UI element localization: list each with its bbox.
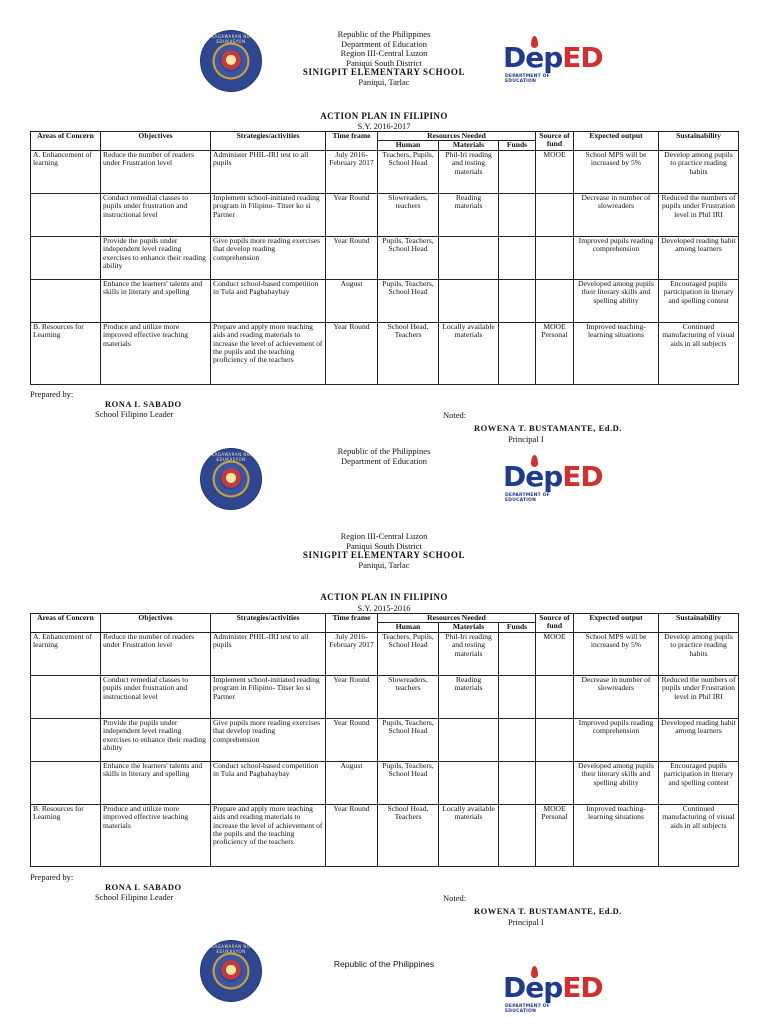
header-expected: Expected output (574, 132, 659, 151)
table-cell: Teachers, Pupils, School Head (378, 150, 439, 193)
prepared-role: School Filipino Leader (95, 409, 174, 419)
table-cell (31, 236, 101, 279)
table-cell: Provide the pupils under independent level reading exercises to enhance their reading ability (101, 236, 211, 279)
deped-logo: DepED DEPARTMENT OF EDUCATION (503, 36, 581, 82)
table-cell: MOOE (536, 150, 574, 193)
table-cell (536, 761, 574, 804)
deped-seal-logo: KAGAWARAN NG EDUKASYON (200, 30, 262, 92)
table-cell: Conduct remedial classes to pupils under frustration and instructional level (101, 193, 211, 236)
table-cell (499, 236, 536, 279)
table-cell: Reduced the numbers of pupils under Frustration level in Phil IRI (659, 675, 739, 718)
deped-seal-logo: KAGAWARAN NG EDUKASYON (200, 448, 262, 510)
table-cell: Locally available materials (439, 804, 499, 866)
noted-name: ROWENA T. BUSTAMANTE, Ed.D. (474, 423, 622, 433)
table-row (31, 279, 739, 322)
table-cell: B. Resources for Learning (31, 804, 101, 866)
table-cell: Year Round (326, 193, 378, 236)
table-cell (499, 322, 536, 384)
table-cell: July 2016- February 2017 (326, 150, 378, 193)
table-cell: Encouraged pupils participation in literary and spelling contest (659, 761, 739, 804)
table-cell: Reduced the numbers of pupils under Frustration level in Phil IRI (659, 193, 739, 236)
table-row (31, 804, 739, 866)
table-cell: Implement school-initiated reading program in Filipino- Titser ko si Partner (211, 675, 326, 718)
table-cell: Conduct remedial classes to pupils under frustration and instructional level (101, 675, 211, 718)
table-cell: August (326, 279, 378, 322)
noted-role: Principal I (508, 434, 544, 444)
table-row (31, 150, 739, 193)
table-cell (536, 193, 574, 236)
table-cell (499, 632, 536, 675)
table-cell: Slowreaders, teachers (378, 675, 439, 718)
table-cell: Administer PHIL-IRI test to all pupils (211, 632, 326, 675)
table-row (31, 632, 739, 675)
town-text: Paniqui, Tarlac (358, 76, 410, 87)
table-cell: Pupils, Teachers, School Head (378, 761, 439, 804)
header-sustainability: Sustainability (659, 132, 739, 151)
table-cell: Improved teaching-learning situations (574, 322, 659, 384)
department-text: Department of Education (341, 38, 427, 49)
table-cell (439, 718, 499, 761)
school-year: S.Y. 2015-2016 (357, 603, 411, 613)
table-cell: Continued manufacturing of visual aids in all subjects (659, 804, 739, 866)
table-cell (31, 718, 101, 761)
header-resources: Resources Needed (378, 132, 536, 141)
action-plan-table: Areas of Concern Objectives Strategies/activities Time frame Resources Needed Source of fund Expected output Sustainability Human Materials Funds A. Enhancement of learning Reduce the number of readers under Frustration level Administer PHIL-IRI test to all pupils July 2016- February 2017 Teachers, Pupils, School Head Phil-Iri reading and testing materials MOOE School MPS will be increased by 5% Develop among pupils to practice reading habits Conduct remedial classes to pupils under frustration and instructional level Implement school-initiated reading program in Filipino- Titser ko si Partner Year Round Slowreaders, teachers Reading materials Decrease in number of slowreaders Reduced the numbers of pupils under Frustration level in Phil IRI Provide the pupils under independent level reading exercises to enhance their reading ability Give pupils more reading exercises that develop reading comprehension Year Round Pupils, Teachers, School Head Improved pupils reading comprehension Developed reading habit among learners Enhance the learners' talents and skills in literary and spelling Conduct school-based competition in Tula and Pagbabaybay August Pupils, Teachers, School Head Developed among pupils their literary skills and spelling ability Encouraged pupils participation in literary and spelling contest B. Resources for Learning Produce and utilize more improved effective teaching materials Prepare and apply more teaching aids and reading materials to increase the level of achievement of the pupils and the teaching proficiency of the teachers Year Round School Head, Teachers Locally available materials MOOE Personal Improved teaching-learning situations Continued manufacturing of visual aids in all subjects (30, 613, 739, 867)
table-cell: School MPS will be increased by 5% (574, 150, 659, 193)
prepared-role: School Filipino Leader (95, 892, 174, 902)
table-cell (499, 804, 536, 866)
table-cell: Provide the pupils under independent level reading exercises to enhance their reading ability (101, 718, 211, 761)
table-cell: Encouraged pupils participation in literary and spelling contest (659, 279, 739, 322)
table-cell: July 2016- February 2017 (326, 632, 378, 675)
table-cell: Enhance the learners' talents and skills in literary and spelling (101, 279, 211, 322)
school-year: S.Y. 2016-2017 (357, 121, 411, 131)
noted-label: Noted: (443, 893, 467, 903)
table-cell (536, 675, 574, 718)
table-row (31, 675, 739, 718)
table-cell (31, 761, 101, 804)
region-text: Region III-Central Luzon (340, 48, 428, 59)
table-cell: Prepare and apply more teaching aids and reading materials to increase the level of achievement of the pupils and the teaching proficiency of the teachers (211, 322, 326, 384)
table-cell (31, 675, 101, 718)
prepared-by-label: Prepared by: (30, 389, 74, 399)
prepared-name: RONA I. SABADO (105, 882, 182, 892)
table-cell: Year Round (326, 804, 378, 866)
table-cell (439, 761, 499, 804)
noted-role: Principal I (508, 917, 544, 927)
table-cell (439, 236, 499, 279)
table-cell (499, 193, 536, 236)
plan-title: ACTION PLAN IN FILIPINO (320, 111, 448, 121)
noted-label: Noted: (443, 410, 467, 420)
table-cell: School MPS will be increased by 5% (574, 632, 659, 675)
table-cell: Decrease in number of slowreaders (574, 675, 659, 718)
district-text: Paniqui South District (346, 57, 422, 68)
table-cell: August (326, 761, 378, 804)
table-cell: Give pupils more reading exercises that develop reading comprehension (211, 236, 326, 279)
table-cell: Developed reading habit among learners (659, 236, 739, 279)
table-cell (499, 675, 536, 718)
header-timeframe: Time frame (326, 132, 378, 151)
letterhead-bottom: Region III-Central Luzon Paniqui South District SINIGPIT ELEMENTARY SCHOOL Paniqui, Tarlac (250, 532, 518, 570)
table-cell: Administer PHIL-IRI test to all pupils (211, 150, 326, 193)
table-row (31, 718, 739, 761)
table-cell: Decrease in number of slowreaders (574, 193, 659, 236)
table-cell: Pupils, Teachers, School Head (378, 718, 439, 761)
table-row (31, 193, 739, 236)
header-areas: Areas of Concern (31, 132, 101, 151)
table-cell: Developed among pupils their literary skills and spelling ability (574, 279, 659, 322)
action-plan-table (30, 131, 739, 385)
table-cell: Produce and utilize more improved effective teaching materials (101, 804, 211, 866)
header-funds: Funds (499, 141, 536, 150)
table-cell: Year Round (326, 718, 378, 761)
table-cell (499, 279, 536, 322)
table-cell (499, 718, 536, 761)
table-cell: MOOE Personal (536, 804, 574, 866)
table-cell: Locally available materials (439, 322, 499, 384)
table-cell: Improved pupils reading comprehension (574, 718, 659, 761)
header-strategies: Strategies/activities (211, 132, 326, 151)
school-name: SINIGPIT ELEMENTARY SCHOOL (302, 550, 466, 561)
table-row (31, 761, 739, 804)
table-cell: Enhance the learners' talents and skills in literary and spelling (101, 761, 211, 804)
table-cell: Year Round (326, 236, 378, 279)
table-cell: Reduce the number of readers under Frustration level (101, 150, 211, 193)
table-cell: Produce and utilize more improved effective teaching materials (101, 322, 211, 384)
table-cell: Year Round (326, 675, 378, 718)
table-cell: Developed reading habit among learners (659, 718, 739, 761)
letterhead-top: Republic of the Philippines Department of Education (337, 446, 431, 466)
table-cell: A. Enhancement of learning (31, 150, 101, 193)
table-cell: Conduct school-based competition in Tula and Pagbabaybay (211, 279, 326, 322)
table-cell: Conduct school-based competition in Tula and Pagbabaybay (211, 761, 326, 804)
table-cell (31, 279, 101, 322)
table-cell: MOOE (536, 632, 574, 675)
noted-name: ROWENA T. BUSTAMANTE, Ed.D. (474, 906, 622, 916)
header-source: Source of fund (536, 132, 574, 151)
table-cell (499, 150, 536, 193)
table-cell: Phil-Iri reading and testing materials (439, 150, 499, 193)
table-cell (31, 193, 101, 236)
table-cell: Improved teaching-learning situations (574, 804, 659, 866)
header-human: Human (378, 141, 439, 150)
table-cell: A. Enhancement of learning (31, 632, 101, 675)
table-cell (536, 279, 574, 322)
table-cell: Continued manufacturing of visual aids in all subjects (659, 322, 739, 384)
table-cell (536, 718, 574, 761)
table-row (31, 322, 739, 384)
letterhead-partial: Republic of the Philippines (333, 959, 435, 969)
prepared-by-label: Prepared by: (30, 872, 74, 882)
table-cell: Develop among pupils to practice reading habits (659, 150, 739, 193)
school-name: SINIGPIT ELEMENTARY SCHOOL (302, 67, 466, 78)
table-cell: Prepare and apply more teaching aids and reading materials to increase the level of achievement of the pupils and the teaching proficiency of the teachers (211, 804, 326, 866)
table-cell: Reduce the number of readers under Frustration level (101, 632, 211, 675)
table-cell: Year Round (326, 322, 378, 384)
table-cell: Teachers, Pupils, School Head (378, 632, 439, 675)
table-cell (439, 279, 499, 322)
table-cell (499, 761, 536, 804)
table-cell: Reading materials (439, 193, 499, 236)
table-cell: Give pupils more reading exercises that develop reading comprehension (211, 718, 326, 761)
table-cell: Develop among pupils to practice reading habits (659, 632, 739, 675)
table-cell: Reading materials (439, 675, 499, 718)
deped-logo: DepED DEPARTMENT OF EDUCATION (503, 966, 581, 1012)
table-cell: Slowreaders, teachers (378, 193, 439, 236)
table-cell: School Head, Teachers (378, 804, 439, 866)
table-cell: B. Resources for Learning (31, 322, 101, 384)
table-cell: School Head, Teachers (378, 322, 439, 384)
deped-seal-logo: KAGAWARAN NG EDUKASYON (200, 940, 262, 1002)
letterhead (250, 30, 518, 88)
prepared-name: RONA I. SABADO (105, 399, 182, 409)
table-cell: Pupils, Teachers, School Head (378, 279, 439, 322)
deped-logo: DepED DEPARTMENT OF EDUCATION (503, 455, 581, 501)
table-cell: MOOE Personal (536, 322, 574, 384)
header-materials: Materials (439, 141, 499, 150)
republic-text: Republic of the Philippines (337, 29, 431, 39)
header-objectives: Objectives (101, 132, 211, 151)
plan-title: ACTION PLAN IN FILIPINO (320, 592, 448, 602)
table-cell: Pupils, Teachers, School Head (378, 236, 439, 279)
table-row (31, 236, 739, 279)
table-cell: Implement school-initiated reading program in Filipino- Titser ko si Partner (211, 193, 326, 236)
table-cell (536, 236, 574, 279)
table-cell: Phil-Iri reading and testing materials (439, 632, 499, 675)
table-cell: Improved pupils reading comprehension (574, 236, 659, 279)
table-cell: Developed among pupils their literary skills and spelling ability (574, 761, 659, 804)
